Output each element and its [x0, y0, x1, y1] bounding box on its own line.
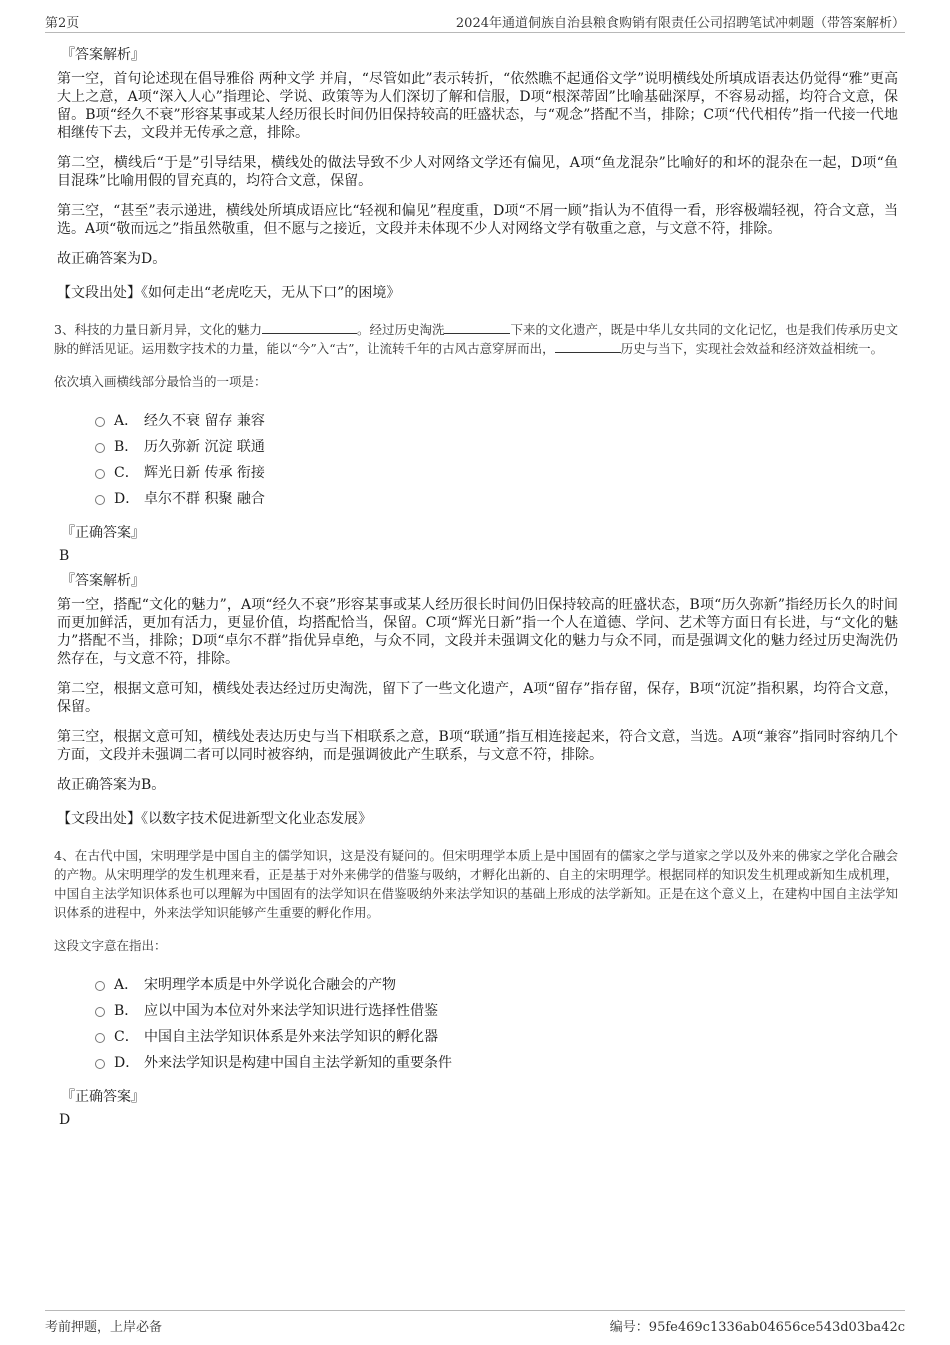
q3-text-part4: 历史与当下，实现社会效益和经济效益相统一。	[620, 341, 884, 356]
radio-icon[interactable]	[95, 469, 105, 479]
radio-icon[interactable]	[95, 443, 105, 453]
q3-source: 【文段出处】《以数字技术促进新型文化业态发展》	[57, 811, 372, 827]
q3-prompt: 依次填入画横线部分最恰当的一项是：	[54, 374, 267, 389]
q3-option-c[interactable]: C． 辉光日新 传承 衔接	[95, 460, 898, 486]
q3-text-part1: 3、科技的力量日新月异，文化的魅力	[54, 322, 262, 337]
radio-icon[interactable]	[95, 417, 105, 427]
q4-option-b[interactable]: B． 应以中国为本位对外来法学知识进行选择性借鉴	[95, 998, 898, 1024]
q3-blank-2	[444, 321, 510, 334]
q4-options	[95, 972, 898, 1076]
q2-source: 【文段出处】《如何走出“老虎吃天，无从下口”的困境》	[57, 285, 401, 301]
radio-icon[interactable]	[95, 495, 105, 505]
q3-answer: B	[59, 548, 70, 564]
radio-icon[interactable]	[95, 1007, 105, 1017]
page-header	[45, 10, 905, 33]
q3-blank-1	[262, 321, 357, 334]
document-title: 2024年通道侗族自治县粮食购销有限责任公司招聘笔试冲刺题（带答案解析）	[455, 16, 905, 31]
q3-answer-label: 『正确答案』	[61, 525, 145, 541]
q4-option-a[interactable]: A． 宋明理学本质是中外学说化合融会的产物	[95, 972, 898, 998]
q3-option-d[interactable]: D． 卓尔不群 积聚 融合	[95, 486, 898, 512]
q4-option-c[interactable]: C． 中国自主法学知识体系是外来法学知识的孵化器	[95, 1024, 898, 1050]
q3-analysis-paragraph-2: 第二空，根据文意可知，横线处表达经过历史淘洗，留下了一些文化遗产，A项“留存”指存留，保存，B项“沉淀”指积累，均符合文意，保留。	[57, 681, 898, 715]
document-body	[54, 44, 898, 1134]
q4-prompt: 这段文字意在指出：	[54, 938, 167, 953]
q3-blank-3	[555, 340, 621, 353]
radio-icon[interactable]	[95, 1059, 105, 1069]
q3-text-part2: 。经过历史淘洗	[356, 322, 445, 337]
q3-analysis-paragraph-1: 第一空，搭配“文化的魅力”，A项“经久不衰”形容某事或某人经历很长时间仍旧保持较高的旺盛状态，B项“历久弥新”指经历长久的时间而更加鲜活，更加有活力，更显价值，均搭配恰当，保留。C项“辉光日新”指一个人在道德、学问、艺术等方面日有长进，与“文化的魅力”搭配不当，排除；D项“卓尔不群”指优异卓绝，与众不同，文段并未强调文化的魅力与众不同，而是强调文化的魅力经过历史淘洗仍然存在，与文意不符，排除。	[57, 597, 898, 667]
q2-analysis-paragraph-1: 第一空，首句论述现在倡导雅俗 两种文学 并肩，“尽管如此”表示转折，“依然瞧不起通俗文学”说明横线处所填成语表达仍觉得“雅”更高大上之意，A项“深入人心”指理论、学说、政策等为人们深切了解和信服，D项“根深蒂固”比喻基础深厚，不容易动摇，均符合文意，保留。B项“经久不衰”形容某事或某人经历很长时间仍旧保持较高的旺盛状态，与“观念”搭配不当，排除；C项“代代相传”指一代接一代地相继传下去，文段并无传承之意，排除。	[57, 71, 898, 141]
q2-analysis-paragraph-3: 第三空，“甚至”表示递进，横线处所填成语应比“轻视和偏见”程度重，D项“不屑一顾”指认为不值得一看，形容极端轻视，符合文意，当选。A项“敬而远之”指虽然敬重，但不愿与之接近，文段并未体现不少人对网络文学有敬重之意，与文意不符，排除。	[57, 203, 898, 237]
q3-question	[54, 320, 898, 358]
q2-analysis-paragraph-2: 第二空，横线后“于是”引导结果，横线处的做法导致不少人对网络文学还有偏见，A项“鱼龙混杂”比喻好的和坏的混杂在一起，D项“鱼目混珠”比喻用假的冒充真的，均符合文意，保留。	[57, 155, 898, 189]
q4-answer: D	[59, 1112, 71, 1128]
page-footer	[45, 1310, 905, 1335]
q2-analysis-label: 『答案解析』	[61, 47, 145, 63]
q3-conclusion: 故正确答案为B。	[57, 777, 166, 793]
q3-analysis-paragraph-3: 第三空，根据文意可知，横线处表达历史与当下相联系之意，B项“联通”指互相连接起来，符合文意，当选。A项“兼容”指同时容纳几个方面，文段并未强调二者可以同时被容纳，而是强调彼此产生联系，与文意不符，排除。	[57, 729, 898, 763]
document-id: 编号：95fe469c1336ab04656ce543d03ba42c	[609, 1320, 905, 1335]
q4-answer-label: 『正确答案』	[61, 1089, 145, 1105]
q3-option-b[interactable]: B． 历久弥新 沉淀 联通	[95, 434, 898, 460]
q3-analysis-label: 『答案解析』	[61, 573, 145, 589]
q3-options	[95, 408, 898, 512]
q2-conclusion: 故正确答案为D。	[57, 251, 167, 267]
q3-text-part3: 下来的文化遗产，既是中华儿女共同的文化记忆，也是我们传承历史文脉的鲜活见证。运用数字技术的力量，能以“今”入“古”，让流转千年的古风古意穿屏而出，	[54, 322, 898, 356]
radio-icon[interactable]	[95, 1033, 105, 1043]
page-number: 第2页	[45, 16, 80, 31]
q4-option-d[interactable]: D． 外来法学知识是构建中国自主法学新知的重要条件	[95, 1050, 898, 1076]
q3-option-a[interactable]: A． 经久不衰 留存 兼容	[95, 408, 898, 434]
q4-question: 4、在古代中国，宋明理学是中国自主的儒学知识，这是没有疑问的。但宋明理学本质上是中国固有的儒家之学与道家之学以及外来的佛家之学化合融会的产物。从宋明理学的发生机理来看，正是基于对外来佛学的借鉴与吸纳，才孵化出新的、自主的宋明理学。根据同样的知识发生机理或新知生成机理，中国自主法学知识体系也可以理解为中国固有的法学知识在借鉴吸纳外来法学知识的基础上形成的法学新知。正是在这个意义上，在建构中国自主法学知识体系的进程中，外来法学知识能够产生重要的孵化作用。	[54, 848, 898, 920]
footer-slogan: 考前押题，上岸必备	[45, 1320, 163, 1335]
radio-icon[interactable]	[95, 981, 105, 991]
